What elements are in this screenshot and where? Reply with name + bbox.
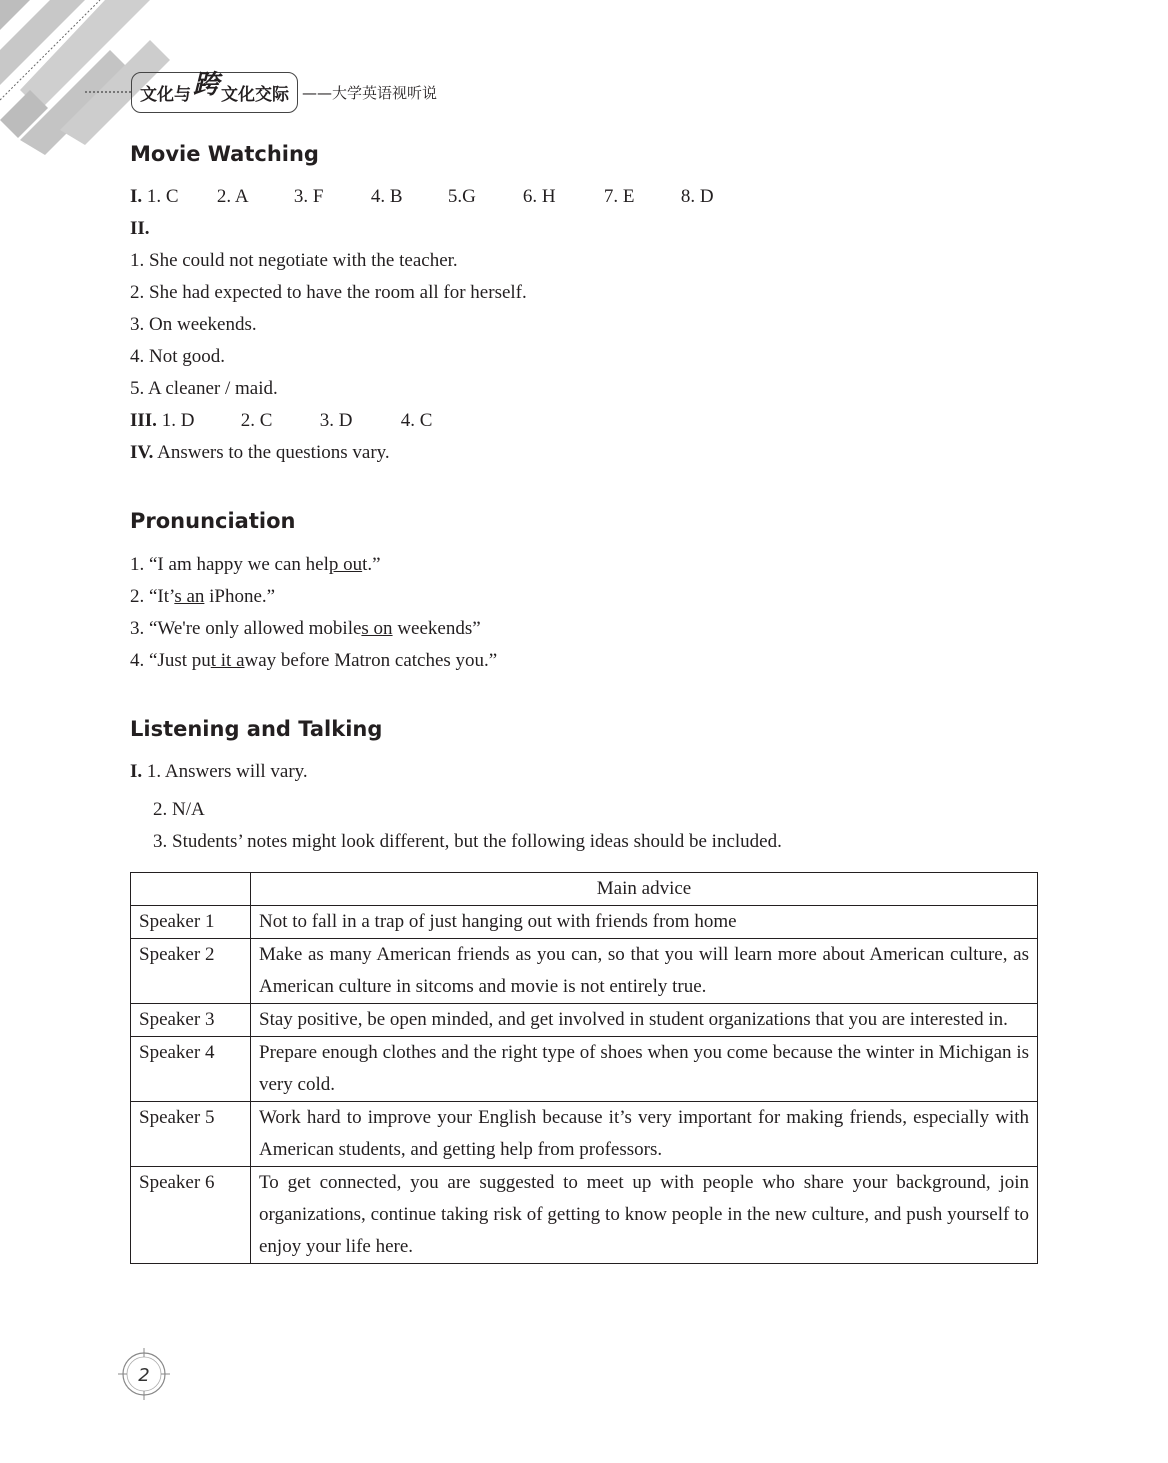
mw-part1-answer: 7. E — [603, 186, 635, 207]
pron-text: 1. “I am happy we can hel — [130, 554, 329, 575]
section-heading-listening-talking: Listening and Talking — [130, 717, 383, 741]
page-number: 2 — [138, 1365, 150, 1386]
advice-cell: To get connected, you are suggested to meet up with people who share your background, join organizations, continue taking risk of getting to know people in the new culture, and push yourself to enjoy your life here. — [251, 1167, 1038, 1264]
lt-part1-label: I. — [130, 761, 143, 782]
mw-part3-answer: 2. C — [240, 410, 273, 431]
advice-table — [130, 872, 1038, 1264]
table-header-main-advice: Main advice — [251, 873, 1038, 906]
lt-item — [130, 761, 308, 783]
table-row — [131, 1167, 1038, 1264]
mw-part2-item: 4. Not good. — [130, 346, 225, 367]
mw-part3-answer: 1. D — [161, 410, 195, 431]
mw-part2-item: 3. On weekends. — [130, 314, 257, 335]
pronunciation-item — [130, 586, 275, 608]
mw-part2-item: 1. She could not negotiate with the teacher. — [130, 250, 458, 271]
mw-part1-answer: 6. H — [522, 186, 556, 207]
running-header — [85, 69, 438, 112]
mw-part2-item: 5. A cleaner / maid. — [130, 378, 278, 399]
mw-part1-answer: 1. C — [146, 186, 179, 207]
pron-text: t.” — [362, 554, 381, 575]
pron-text: iPhone.” — [204, 586, 276, 607]
mw-part4-label: IV. — [130, 442, 154, 463]
advice-cell: Stay positive, be open minded, and get involved in student organizations that you are interested in. — [251, 1004, 1038, 1037]
mw-part1-answer: 8. D — [680, 186, 714, 207]
mw-part3-row — [130, 410, 432, 432]
mw-part1-label: I. — [130, 186, 143, 207]
lt-item: 3. Students’ notes might look different, but the following ideas should be included. — [153, 831, 782, 852]
mw-part2-item: 2. She had expected to have the room all for herself. — [130, 282, 527, 303]
header-dotted-rule — [85, 91, 131, 93]
book-title — [131, 69, 298, 113]
pron-text: way before Matron catches you.” — [244, 650, 498, 671]
pron-linked-sound: p ou — [328, 554, 363, 575]
speaker-cell: Speaker 2 — [131, 939, 251, 1004]
pronunciation-item — [130, 650, 497, 672]
book-title-big-char: 跨 — [193, 69, 220, 100]
mw-part2-label — [130, 218, 150, 240]
mw-part1-answer: 4. B — [370, 186, 403, 207]
mw-part4-row — [130, 442, 390, 464]
mw-part3-label: III. — [130, 410, 157, 431]
mw-part1-answer: 3. F — [293, 186, 324, 207]
table-row — [131, 906, 1038, 939]
section-heading-movie-watching: Movie Watching — [130, 142, 319, 166]
pron-text: 2. “It’ — [130, 586, 175, 607]
advice-cell: Prepare enough clothes and the right type of shoes when you come because the winter in Michigan is very cold. — [251, 1037, 1038, 1102]
pron-text: weekends” — [392, 618, 481, 639]
table-row — [131, 1004, 1038, 1037]
speaker-cell: Speaker 5 — [131, 1102, 251, 1167]
book-title-part1: 文化与 — [140, 84, 191, 105]
lt-item: 2. N/A — [153, 799, 205, 820]
book-title-part2: 文化交际 — [221, 84, 290, 105]
mw-part4-text: Answers to the questions vary. — [157, 442, 390, 463]
pron-linked-sound: t it a — [210, 650, 245, 671]
speaker-cell: Speaker 4 — [131, 1037, 251, 1102]
pron-text: 3. “We're only allowed mobile — [130, 618, 362, 639]
lt-item-text: 1. Answers will vary. — [146, 761, 308, 782]
page-number-badge — [118, 1348, 170, 1400]
mw-part1-answer: 5.G — [447, 186, 476, 207]
mw-part2-label-text: II. — [130, 218, 150, 239]
speaker-cell: Speaker 3 — [131, 1004, 251, 1037]
advice-cell: Work hard to improve your English because it’s very important for making friends, especially with American students, and getting help from professors. — [251, 1102, 1038, 1167]
mw-part1-row — [130, 186, 714, 208]
table-row — [131, 1037, 1038, 1102]
mw-part1-answer: 2. A — [216, 186, 249, 207]
book-subtitle: ——大学英语视听说 — [302, 83, 438, 102]
mw-part3-answer: 3. D — [319, 410, 353, 431]
advice-cell: Not to fall in a trap of just hanging out with friends from home — [251, 906, 1038, 939]
pron-linked-sound: s on — [361, 618, 393, 639]
speaker-cell: Speaker 1 — [131, 906, 251, 939]
mw-part3-answer: 4. C — [400, 410, 433, 431]
speaker-cell: Speaker 6 — [131, 1167, 251, 1264]
table-row — [131, 939, 1038, 1004]
pron-text: 4. “Just pu — [130, 650, 211, 671]
table-header-empty — [131, 873, 251, 906]
table-row — [131, 1102, 1038, 1167]
pron-linked-sound: s an — [174, 586, 205, 607]
pronunciation-item — [130, 618, 481, 640]
section-heading-pronunciation: Pronunciation — [130, 509, 296, 533]
table-header-row — [131, 873, 1038, 906]
pronunciation-item — [130, 554, 381, 576]
advice-cell: Make as many American friends as you can, so that you will learn more about American culture, as American culture in sitcoms and movie is not entirely true. — [251, 939, 1038, 1004]
